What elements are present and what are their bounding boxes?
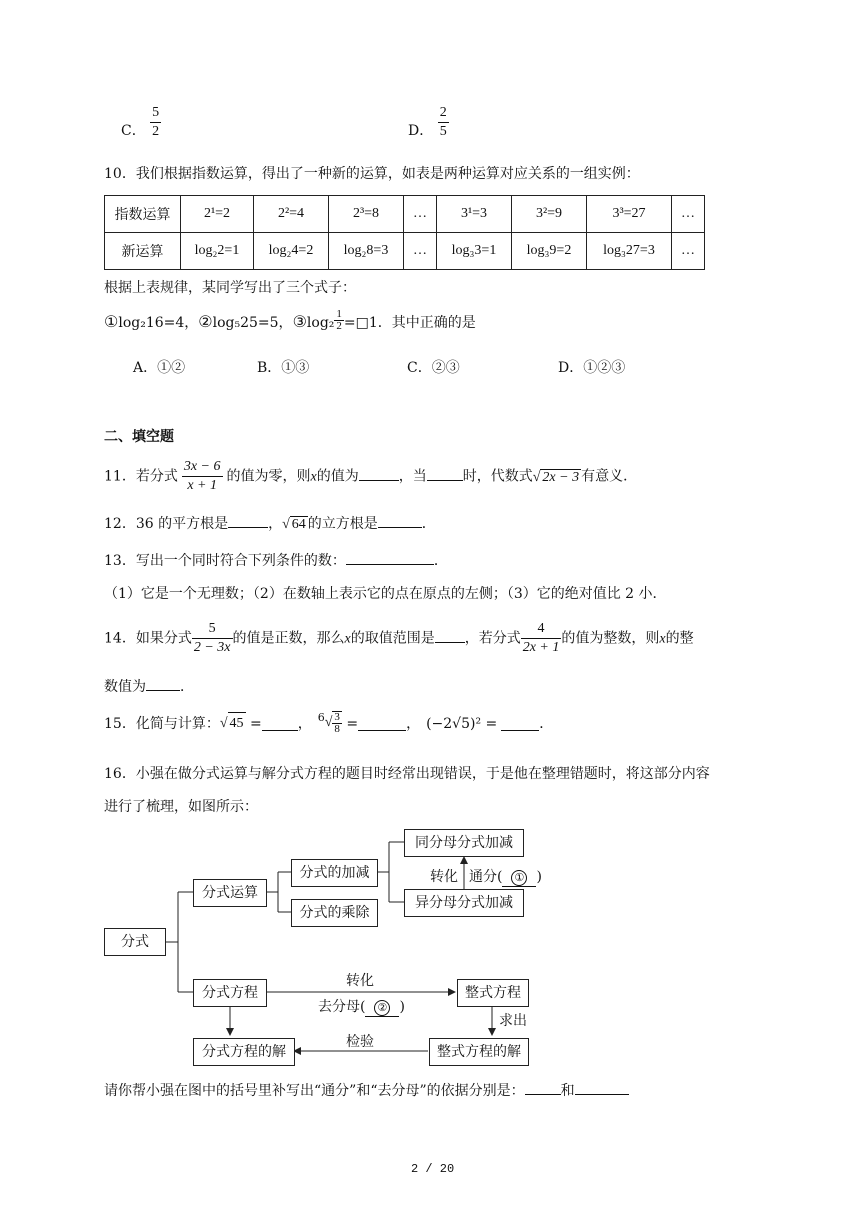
q12: 12．36 的平方根是 ，√ 64 的立方根是 ．	[104, 516, 436, 532]
answer-blank[interactable]	[575, 1082, 629, 1095]
q11: 11．若分式 $\frac{3x - 6}{x + 1}$ 的值为零，则x的值为 ，当 时，代数式√ 2x − 3 有意义．	[104, 459, 638, 493]
fraction: $\frac{5}{2}$	[152, 105, 160, 139]
box-zhengjie: 整式方程的解	[429, 1038, 529, 1066]
option-c: C． $\frac{5}{2}$	[121, 105, 160, 139]
box-yunsuan: 分式运算	[193, 879, 267, 907]
q14-line2: 数值为 ．	[104, 679, 194, 695]
section-title: 二、填空题	[104, 429, 174, 445]
table-row: 指数运算 2¹=2 2²=4 2³=8 … 3¹=3 3²=9 3³=27 …	[105, 196, 705, 233]
label-zhuanhua: 转化	[430, 869, 458, 885]
q13-conditions: （1）它是一个无理数；（2）在数轴上表示它的点在原点的左侧；（3）它的绝对值比 2 小．	[104, 586, 667, 602]
q10-option-b: B．①③	[257, 360, 310, 376]
q16-line2: 进行了梳理，如图所示：	[104, 799, 258, 815]
box-jiajian: 分式的加减	[291, 859, 378, 887]
table-row: 新运算 log₂2=1 log₂4=2 log₂8=3 … log₃3=1 log₃9=2 log₃27=3 …	[105, 233, 705, 270]
label-qufenmu: 去分母( ② )	[318, 999, 405, 1015]
q16-line1: 16．小强在做分式运算与解分式方程的题目时经常出现错误，于是他在整理错题时，将这部分内容	[104, 766, 710, 782]
box-yi: 异分母分式加减	[404, 889, 524, 917]
answer-blank[interactable]	[525, 1082, 561, 1095]
fraction: $\frac{3x - 6}{x + 1}$	[183, 459, 221, 493]
fraction: $\frac{3}{8}$	[334, 711, 340, 735]
label-zhuanhua2: 转化	[346, 973, 374, 989]
q13: 13．写出一个同时符合下列条件的数： ．	[104, 553, 448, 569]
box-fenshi: 分式	[104, 928, 166, 956]
sqrt: √ 64	[282, 517, 306, 532]
q10-option-a: A．①②	[133, 360, 186, 376]
label-tongfen: 通分( ① )	[469, 869, 542, 885]
q10-option-c: C．②③	[407, 360, 460, 376]
box-zhengshi: 整式方程	[457, 979, 529, 1007]
box-chengchu: 分式的乘除	[291, 899, 378, 927]
q16-ask: 请你帮小强在图中的括号里补写出“通分”和“去分母”的依据分别是： 和	[104, 1080, 629, 1100]
q10-expressions: ①log₂16=4，②log₅25=5，③log₂ $\frac{1}{2}$ =□1．其中正确的是	[104, 308, 476, 332]
box-fangcheng: 分式方程	[193, 979, 267, 1007]
q14: 14．如果分式 $\frac{5}{2 - 3x}$ 的值是正数，那么x的取值范围是 ，若分式 $\frac{4}{2x + 1}$ 的值为整数，则x的整	[104, 621, 694, 655]
box-tong: 同分母分式加减	[404, 829, 524, 857]
sqrt: √ 45	[220, 712, 246, 735]
label-qiuchu: 求出	[499, 1013, 527, 1029]
q10-option-d: D．①②③	[558, 360, 626, 376]
fraction: $\frac{2}{5}$	[439, 105, 447, 139]
q10-stem: 10．我们根据指数运算，得出了一种新的运算，如表是两种运算对应关系的一组实例：	[104, 166, 640, 182]
q10-line2: 根据上表规律，某同学写出了三个式子：	[104, 280, 356, 296]
sqrt: √ 2x − 3	[532, 469, 580, 485]
fraction: $\frac{4}{2x + 1}$	[522, 621, 560, 655]
fraction: $\frac{5}{2 - 3x}$	[193, 621, 231, 655]
sqrt: √ $\frac{3}{8}$	[324, 711, 340, 735]
box-fenjie: 分式方程的解	[193, 1038, 295, 1066]
q15: 15．化简与计算：√ 45 = ， 6√ $\frac{3}{8}$ = ， (−2√5)² = ．	[104, 711, 554, 735]
page-number: 2 / 20	[411, 1162, 455, 1176]
label-jianyan: 检验	[346, 1034, 374, 1050]
fraction: $\frac{1}{2}$	[336, 308, 342, 332]
option-d: D． $\frac{2}{5}$	[408, 105, 447, 139]
